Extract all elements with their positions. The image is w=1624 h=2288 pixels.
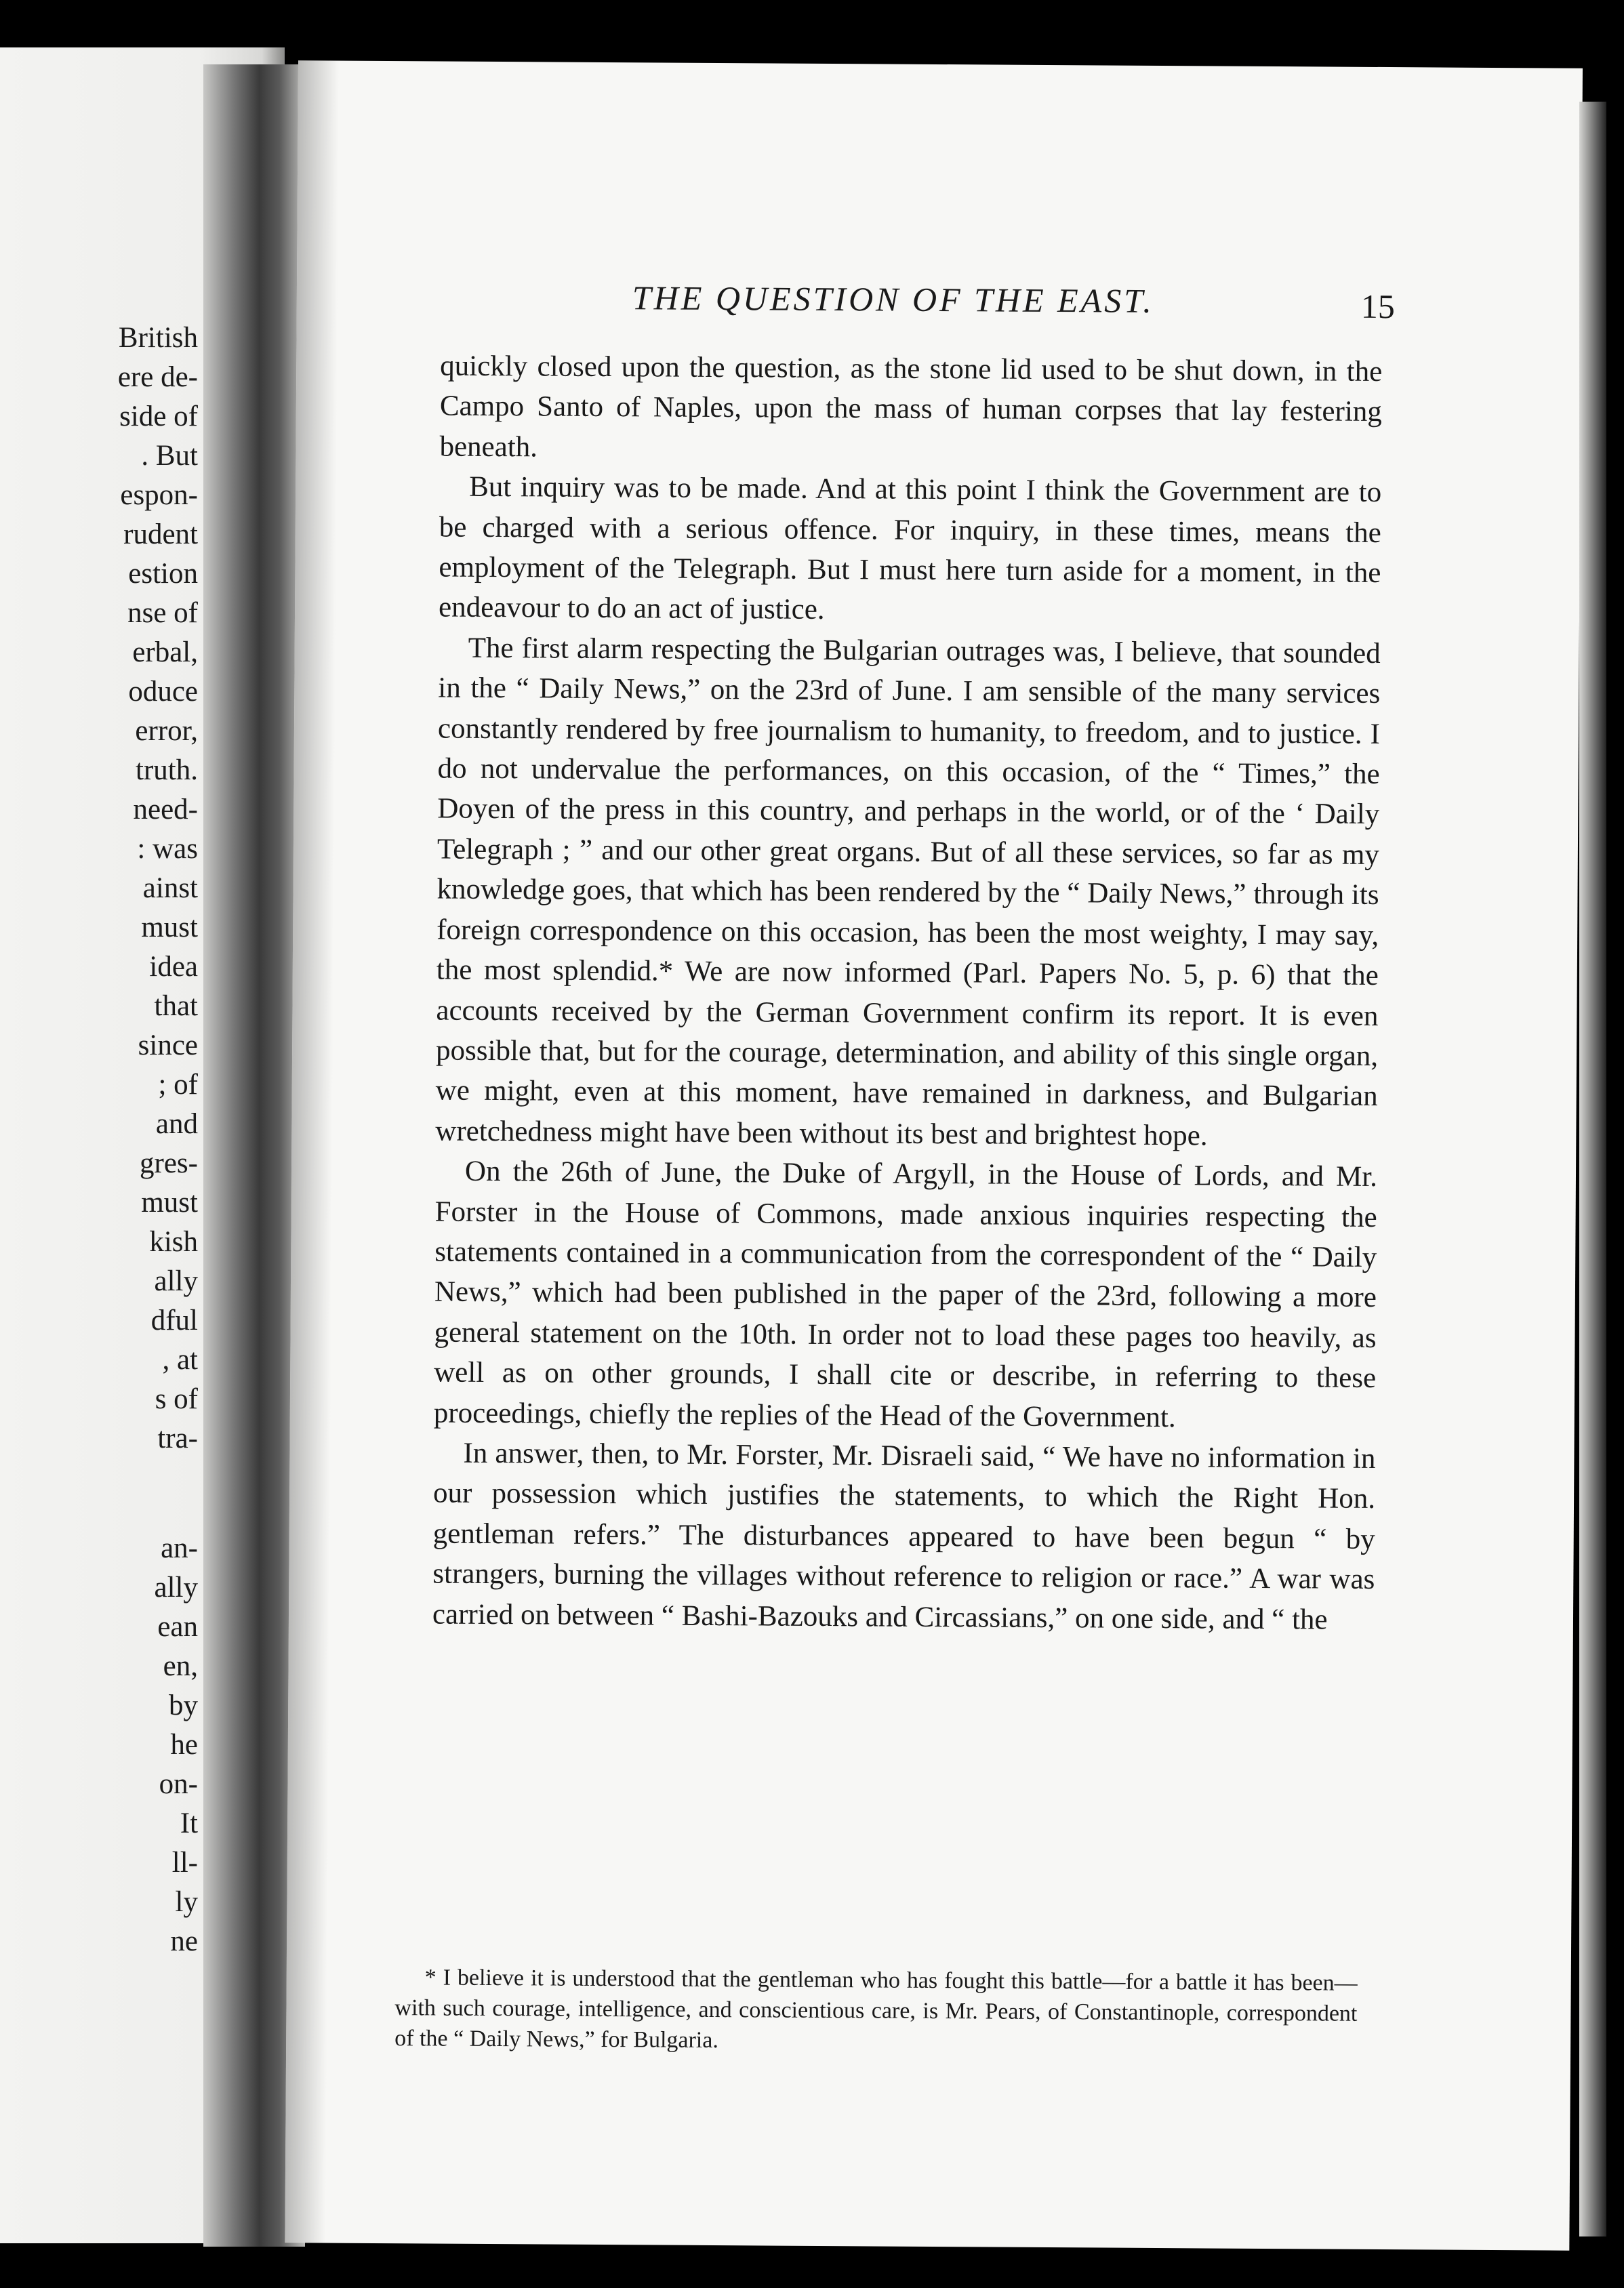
left-page-line: kish <box>149 1226 198 1258</box>
right-page <box>285 60 1583 2251</box>
left-page-line: idea <box>149 951 198 983</box>
left-page-line: ainst <box>142 872 198 904</box>
left-page-line: s of <box>155 1383 198 1415</box>
body-text <box>432 346 1383 1639</box>
left-page-line: tra- <box>157 1423 198 1454</box>
left-page-line: erbal, <box>132 636 198 668</box>
paragraph: In answer, then, to Mr. Forster, Mr. Disraeli said, “ We have no information in our possession which justifies the statements, to which the Right Hon. gentleman refers.” The disturbances appeared to have been begun “ by strangers, burning the villages without reference to religion or race.” A war was carried on between “ Bashi-Bazouks and Circassians,” on one side, and “ the <box>432 1437 1376 1636</box>
left-page-line: ally <box>154 1265 198 1297</box>
footnote <box>394 1962 1358 2060</box>
running-head-title: THE QUESTION OF THE EAST. <box>632 279 1154 320</box>
paragraph: quickly closed upon the question, as the stone lid used to be shut down, in the Campo Santo of Naples, upon the mass of human corpses that lay festering beneath. <box>439 350 1383 464</box>
left-page-line: gres- <box>140 1147 198 1179</box>
left-page-line: en, <box>163 1650 198 1682</box>
left-page-line: ; of <box>158 1069 198 1101</box>
left-page-line: estion <box>128 558 198 590</box>
left-page-line: It <box>180 1807 198 1839</box>
running-head <box>297 276 1581 331</box>
left-page-line: ean <box>157 1611 198 1643</box>
paragraph: On the 26th of June, the Duke of Argyll, in the House of Lords, and Mr. Forster in the House of Commons, made anxious inquiries respecting the statements contained in a communication from the correspondent of the “ Daily News,” which had been published in the paper of the 23rd, following a more general statement on the 10th. In order not to load these pages too heavily, as well as on other grounds, I shall cite or describe, in referring to these proceedings, chiefly the replies of the Head of the Government. <box>433 1155 1378 1433</box>
left-page-line: : was <box>137 833 198 865</box>
left-page-line: must <box>141 912 198 943</box>
left-page-line: British <box>118 322 198 354</box>
left-page-line: ll- <box>171 1847 198 1879</box>
left-page-line: dful <box>150 1305 198 1336</box>
left-page-line: must <box>141 1187 198 1219</box>
paragraph: The first alarm respecting the Bulgarian outrages was, I believe, that sounded in the “ Daily News,” on the 23rd of June. I am sensible of the many services constantly rendered by free journalism to humanity, to freedom, and to justice. I do not undervalue the performances, on this occasion, of the “ Times,” the Doyen of the press in this country, and perhaps in the world, or of the ‘ Daily Telegraph ; ” and our other great organs. But of all these services, so far as my knowledge goes, that which has been rendered by the “ Daily News,” through its foreign correspondence on this occasion, has been the most weighty, I may say, the most splendid.* We are now informed (Parl. Papers No. 5, p. 6) that the accounts received by the German Government confirm its report. It is even possible that, but for the courage, determination, and ability of this single organ, we might, even at this moment, have remained in darkness, and Bulgarian wretchedness might have been without its best and brightest hope. <box>435 632 1381 1152</box>
left-page-line: ne <box>170 1925 198 1957</box>
left-page-line: espon- <box>120 479 198 511</box>
left-page-line: by <box>169 1690 198 1721</box>
left-page-line: that <box>154 990 198 1022</box>
left-page-line: on- <box>159 1768 198 1800</box>
left-page-line: , at <box>162 1344 198 1376</box>
left-page-line: rudent <box>123 518 198 550</box>
left-page-line: oduce <box>128 676 198 708</box>
left-page-line: side of <box>119 401 198 432</box>
left-page-line: he <box>170 1729 198 1761</box>
left-page-line: nse of <box>127 597 198 629</box>
left-page-line: need- <box>133 794 198 825</box>
left-page-line: truth. <box>136 754 198 786</box>
left-page-line: error, <box>135 715 198 747</box>
left-page-line: since <box>138 1029 198 1061</box>
left-page-line: an- <box>161 1532 198 1564</box>
footnote-text: * I believe it is understood that the gentleman who has fought this battle—for a battle it has been—with such courage, intelligence, and conscientious care, is Mr. Pears, of Constantinople, correspondent of the “ Daily News,” for Bulgaria. <box>394 1965 1358 2054</box>
left-page-line: ly <box>175 1886 198 1918</box>
page-edge-shadow <box>1579 102 1606 2236</box>
left-page-line: ere de- <box>117 361 198 393</box>
left-page-line: . But <box>141 440 198 472</box>
left-page-line: ally <box>154 1572 198 1603</box>
paragraph: But inquiry was to be made. And at this point I think the Government are to be charged with a serious offence. For inquiry, in these times, means the employment of the Telegraph. But I must here turn aside for a moment, in the endeavour to do an act of justice. <box>438 470 1382 626</box>
left-page-line: and <box>155 1108 198 1140</box>
page-number: 15 <box>1360 287 1396 326</box>
